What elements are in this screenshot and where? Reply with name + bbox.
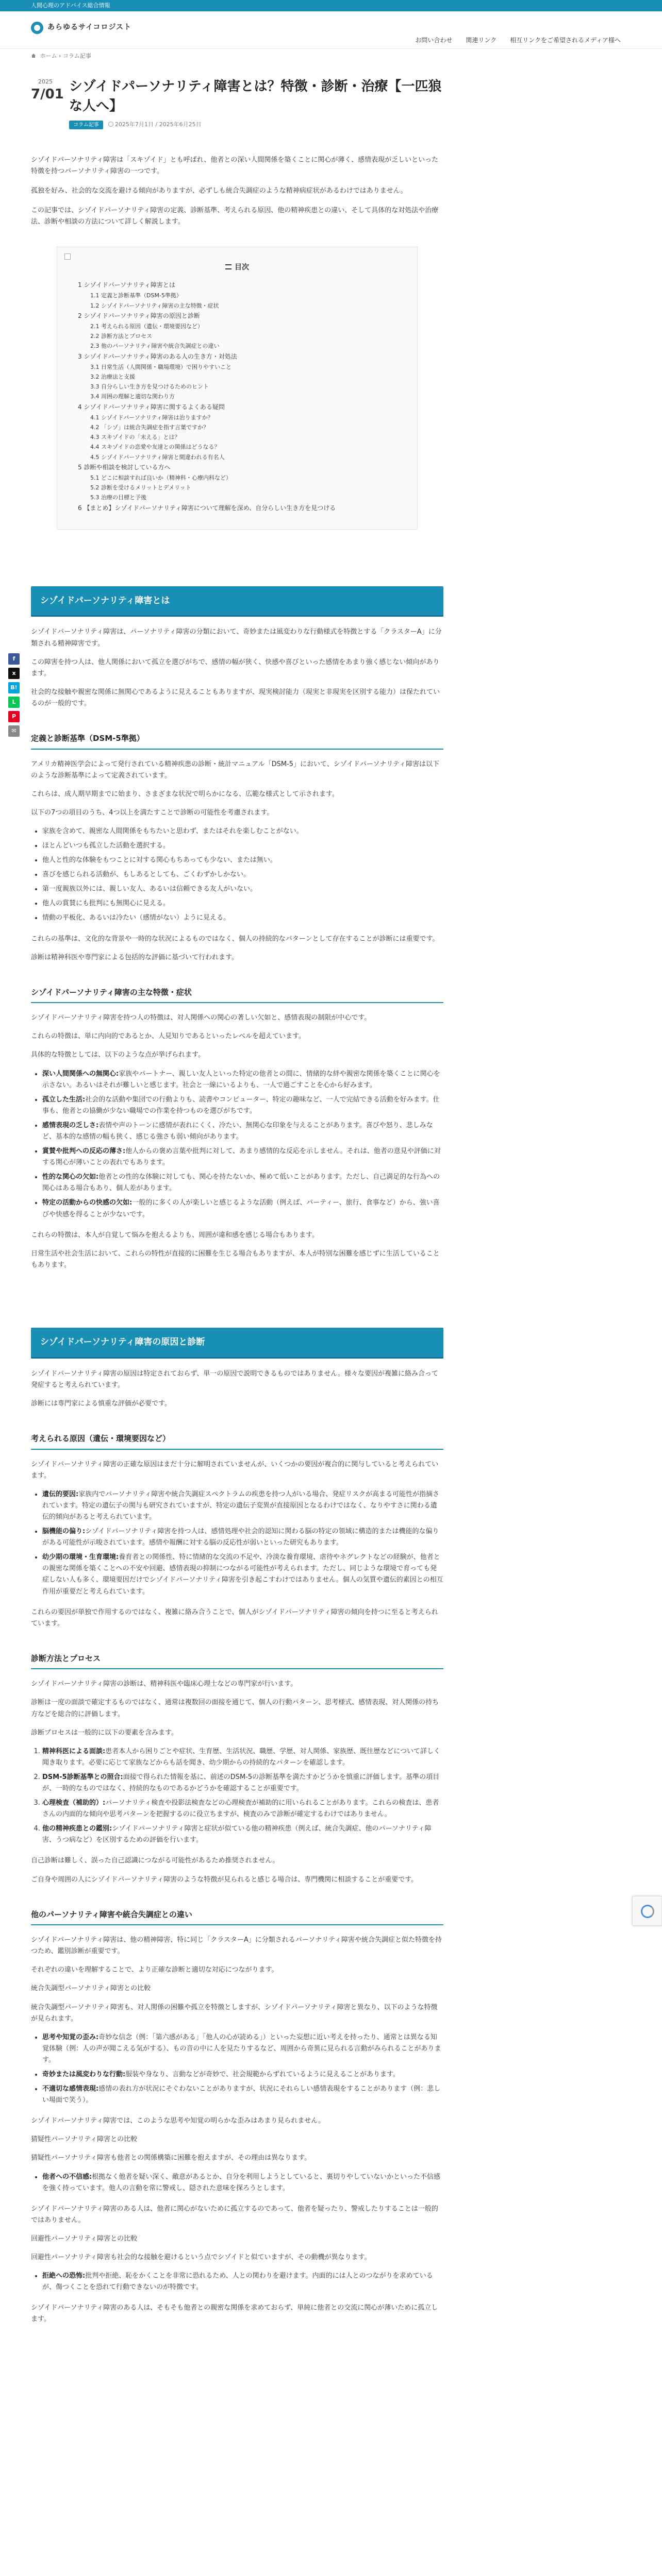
toc-link[interactable]: 3.2 治療法と支援 <box>90 373 135 380</box>
definition: 感情の表れ方が状況にそぐわないことがありますが、状況にそれらしい感情表現をすることがあります（例：悲しい場面で笑う）。 <box>42 2085 441 2105</box>
toc-link[interactable]: 5.1 どこに相談すれば良いか（精神科・心療内科など） <box>90 474 231 481</box>
toc-item <box>78 341 396 351</box>
term: 拒絶への恐怖: <box>42 2272 86 2280</box>
list-item <box>42 2172 443 2194</box>
list-item: • 他人の賞賛にも批判にも無関心に見える。 <box>42 898 443 909</box>
toc-link[interactable]: 4.1 シゾイドパーソナリティ障害は治りますか？ <box>90 414 213 421</box>
differences-list <box>31 2032 443 2107</box>
toc-link[interactable]: 2.1 考えられる原因（遺伝・環境要因など） <box>90 323 203 330</box>
paragraph: 診断は一度の面談で確定するものではなく、通常は複数回の面接を通じて、個人の行動パターン、思考様式、感情表現、対人関係の持ち方などを総合的に評価します。 <box>31 1699 439 1718</box>
home-icon <box>31 53 36 58</box>
toc-link[interactable]: 4.5 シゾイドパーソナリティ障害と間違われる有名人 <box>90 453 225 461</box>
toc-item <box>78 473 396 483</box>
definition: 養育者との関係性、特に情緒的な交流の不足や、冷淡な養育環境、虐待やネグレクトなどの経験が、他者との親密な関係を築くことへの不安や回避、感情表現の抑制につながる可能性が考えられます。ただし、同じような環境で育っても発症しない人も多く、環境要因だけでシゾイドパーソナリティ障害を引き起こすわけではありません。個人の気質や遺伝的素因との相互作用が重要だと考えられています。 <box>42 1553 443 1596</box>
toc-item <box>78 442 396 452</box>
causes-list <box>31 1489 443 1598</box>
logo-icon <box>31 22 43 34</box>
paragraph: 統合失調型パーソナリティ障害も、対人関係の困難や孤立を特徴としますが、シゾイドパーソナリティ障害と異なり、以下のような特徴が見られます。 <box>31 2003 438 2023</box>
post-meta <box>69 120 443 130</box>
toc-item <box>78 392 396 401</box>
term: 賞賛や批判への反応の薄さ: <box>42 1147 126 1156</box>
toc-item <box>78 301 396 311</box>
top-announcement-bar <box>0 0 662 11</box>
term: 性的な関心の欠如: <box>42 1173 99 1181</box>
toc-link[interactable]: 4.2 「シゾ」は統合失調症を指す言葉ですか？ <box>90 423 209 431</box>
traits-list <box>31 1069 443 1221</box>
site-header <box>0 11 662 49</box>
list-item: • 喜びを感じられる活動が、もしあるとしても、ごくわずかしかない。 <box>42 869 443 880</box>
list-item <box>42 1069 443 1091</box>
list-icon <box>225 264 231 269</box>
post-title: シゾイドパーソナリティ障害とは？特徴・診断・治療【一匹狼な人へ】 <box>69 79 442 114</box>
toc-item <box>78 351 396 362</box>
share-buttons <box>8 653 20 737</box>
line-share-button[interactable]: L <box>8 697 20 708</box>
paragraph: これらは、成人期早期までに始まり、さまざまな状況で明らかになる、広範な様式として示されます。 <box>31 790 339 798</box>
term: 心理検査（補助的）: <box>42 1799 106 1807</box>
toc-link[interactable]: 3.3 自分らしい生き方を見つけるためのヒント <box>90 383 209 391</box>
paragraph: この障害を持つ人は、他人関係において孤立を選びがちで、感情の幅が狭く、快感や喜びといった感情をあまり強く感じない傾向があります。 <box>31 658 440 677</box>
term: 奇妙または風変わりな行動: <box>42 2070 126 2078</box>
nav-related-links[interactable]: 関連リンク <box>466 37 497 44</box>
toc-link[interactable]: 2.3 他のパーソナリティ障害や統合失調症との違い <box>90 343 220 350</box>
paragraph: これらの基準は、文化的な背景や一時的な状況によるものではなく、個人の持続的なパターンとして存在することが診断には重要です。 <box>31 935 439 943</box>
breadcrumb-home[interactable]: ホーム <box>40 53 57 59</box>
term: 他の精神疾患との鑑別: <box>42 1825 112 1833</box>
differences-list <box>31 2270 443 2293</box>
toc-item <box>78 432 396 442</box>
list-item <box>42 2083 443 2106</box>
term: 孤立した生活: <box>42 1095 86 1104</box>
toc-link[interactable]: 4.3 スキゾイドの「末える」とは？ <box>90 434 180 441</box>
definition: 社会的な活動や集団での行動よりも、読書やコンピューター、特定の趣味など、一人で完結できる活動を好みます。仕事も、他者との協働が少ない職場での作業を持つものを選びがちです。 <box>42 1095 440 1115</box>
category-badge[interactable]: コラム記事 <box>69 121 103 129</box>
toc-link[interactable]: 2 シゾイドパーソナリティ障害の原因と診断 <box>78 312 200 319</box>
subsection-heading: 定義と診断基準（DSM-5準拠） <box>31 732 443 750</box>
toc-item <box>78 321 396 331</box>
logo-text: あらゆるサイコロジスト <box>47 23 132 32</box>
toc-title-text: 目次 <box>235 263 249 272</box>
term: 精神科医による面談: <box>42 1747 106 1755</box>
topbar-text: 人間心理のアドバイス総合情報 <box>31 2 110 9</box>
x-share-button[interactable]: x <box>8 668 20 679</box>
list-item <box>42 2032 443 2066</box>
hatena-share-button[interactable]: B! <box>8 682 20 693</box>
list-item <box>42 1094 443 1117</box>
paragraph: 日常生活や社会生活において、これらの特性が直接的に困難を生じる場合もありますが、本人が特別な困難を感じずに生活していることもあります。 <box>31 1249 440 1269</box>
recaptcha-badge[interactable] <box>632 1896 662 1926</box>
list-item <box>42 1552 443 1597</box>
criteria-list <box>31 826 443 924</box>
toc-item <box>78 452 396 462</box>
paragraph: ご自身や周囲の人にシゾイドパーソナリティ障害のような特徴が見られると感じる場合は、専門機関に相談することが重要です。 <box>31 1875 418 1884</box>
subsection-heading: 診断方法とプロセス <box>31 1652 443 1670</box>
pinterest-share-button[interactable]: P <box>8 711 20 722</box>
post-year: 2025 <box>38 78 53 85</box>
definition: 服装や身なり、言動などが奇妙で、社会規範からずれているように見えることがあります。 <box>125 2070 400 2078</box>
lead-paragraphs <box>31 155 443 228</box>
paragraph: 自己診断は難しく、誤った自己認識につながる可能性があるため推奨されません。 <box>31 1857 279 1865</box>
clock-icon <box>108 122 113 127</box>
site-logo[interactable] <box>31 22 131 34</box>
post-monthday: 7/01 <box>31 86 64 102</box>
toc-item <box>78 483 396 493</box>
toc-item <box>78 382 396 392</box>
paragraph: シゾイドパーソナリティ障害の原因は特定されておらず、単一の原因で説明できるものではありません。様々な要因が複雑に絡み合って発症すると考えられています。 <box>31 1369 439 1389</box>
list-item <box>42 1526 443 1549</box>
term: 遺伝的要因: <box>42 1490 79 1498</box>
definition: 家族やパートナー、親しい友人といった特定の他者との間に、情緒的な絆や親密な関係を築くことに関心を示さない。あるいはそれが難しいと感じます。社会と一線にいるよりも、一人で過ごすことを心から好みます。 <box>42 1070 440 1089</box>
term: 他者への不信感: <box>42 2173 92 2181</box>
term: 不適切な感情表現: <box>42 2085 99 2093</box>
breadcrumb-separator-icon: › <box>59 53 63 59</box>
list-item: • 家族を含めて、親密な人間関係をもちたいと思わず、またはそれを楽しむことがない。 <box>42 826 443 837</box>
list-item: • 第一度親族以外には、親しい友人、あるいは信頼できる友人がいない。 <box>42 884 443 895</box>
definition: 一般的に多くの人が楽しいと感じるような活動（例えば、パーティー、旅行、食事など）から、強い喜びや快感を得ることが少ないです。 <box>42 1199 440 1218</box>
toc-link[interactable]: 1.2 シゾイドパーソナリティ障害の主な特徴・症状 <box>90 302 219 309</box>
definition: 奇妙な信念（例：「第六感がある」「他人の心が読める」）といった妄想に近い考えを持ったり、通常とは異なる知覚体験（例：人の声が聞こえる気がする）、もの音の中に人を見たりするなど、周囲から奇異に見られる言動がみられることがあります。 <box>42 2033 441 2064</box>
nav-mutual-links[interactable]: 相互リンクをご希望されるメディア様へ <box>510 37 621 44</box>
paragraph: シゾイドパーソナリティ障害を持つ人の特徴は、対人関係への関心の著しい欠如と、感情表現の制限が中心です。 <box>31 1014 371 1022</box>
toc-link[interactable]: 3.1 日常生活（人間関係・職場環境）で困りやすいこと <box>90 363 231 370</box>
toc-item <box>78 372 396 382</box>
differences-list <box>31 2172 443 2194</box>
paragraph: アメリカ精神医学会によって発行されている精神疾患の診断・統計マニュアル「DSM-5」において、シゾイドパーソナリティ障害は以下のような診断基準によって定義されています。 <box>31 760 440 779</box>
list-item <box>42 1823 443 1846</box>
toc-item <box>78 503 396 514</box>
definition: 面接で得られた情報を基に、前述のDSM-5の診断基準を満たすかどうかを慎重に評価します。基準の項目が、一時的なものではなく、持続的なものであるかどうかを確認することが重要です。 <box>42 1773 440 1792</box>
paragraph: 統合失調型パーソナリティ障害との比較 <box>31 1985 151 1993</box>
paragraph: シゾイドパーソナリティ障害は、他の精神障害、特に同じ「クラスターA」に分類されるパーソナリティ障害や統合失調症と似た特徴を持つため、鑑別診断が重要です。 <box>31 1936 442 1956</box>
toc-link[interactable]: 5 診断や相談を検討している方へ <box>78 463 171 471</box>
definition: シゾイドパーソナリティ障害を持つ人は、感情処理や社会的認知に関わる脳の特定の領域に構造的または機能的な偏りがある可能性が示唆されています。感情や報酬に対する脳の反応性が弱いといった研究もあります。 <box>42 1528 439 1547</box>
subsection-heading: 他のパーソナリティ障害や統合失調症との違い <box>31 1908 443 1926</box>
list-item: • 情動の平板化、あるいは冷たい（感情がない）ように見える。 <box>42 912 443 924</box>
post-date-text: 2025年7月1日 / 2025年6月25日 <box>114 121 202 128</box>
post-date-box <box>31 77 64 130</box>
list-item <box>42 1172 443 1194</box>
definition: 患者本人から困りごとや症状、生育歴、生活状況、職歴、学歴、対人関係、家族歴、既往歴などについて詳しく聞き取ります。必要に応じて家族などからも話を聞き、幼少期からの持続的なパターンを確認します。 <box>42 1747 440 1767</box>
paragraph: シゾイドパーソナリティ障害のある人は、他者に関心がないために孤立するのであって、他者を疑ったり、警戒したりすることは一般的ではありません。 <box>31 2205 438 2224</box>
paragraph: シゾイドパーソナリティ障害では、このような思考や知覚の明らかな歪みはあまり見られません。 <box>31 2117 325 2125</box>
facebook-share-button[interactable]: f <box>8 653 20 665</box>
toc-item <box>78 413 396 422</box>
toc-item <box>78 362 396 372</box>
toc-link[interactable]: 5.3 治療の目標と予後 <box>90 494 146 501</box>
term: DSM-5診断基準との照合: <box>42 1773 123 1781</box>
nav-contact-link[interactable]: お問い合わせ <box>415 37 453 44</box>
paragraph: それぞれの違いを理解することで、より正確な診断と適切な対応につながります。 <box>31 1966 278 1974</box>
lead-paragraph: シゾイドパーソナリティ障害は「スキゾイド」とも呼ばれ、他者との深い人間関係を築くことに関心が薄く、感情表現が乏しいといった特徴を持つパーソナリティ障害の一つです。 <box>31 156 439 176</box>
paragraph: 具体的な特徴としては、以下のような点が挙げられます。 <box>31 1051 205 1059</box>
term: 特定の活動からの快感の欠如: <box>42 1199 133 1207</box>
paragraph: 以下の7つの項目のうち、4つ以上を満たすことで診断の可能性を考慮されます。 <box>31 808 274 817</box>
paragraph: これらの要因が単独で作用するのではなく、複雑に絡み合うことで、個人がシゾイドパーソナリティ障害の傾向を持つに至ると考えられています。 <box>31 1608 438 1628</box>
toc-toggle-checkbox[interactable] <box>64 253 71 260</box>
section-heading: シゾイドパーソナリティ障害とは <box>31 586 443 616</box>
term: 感情表現の乏しさ: <box>42 1121 99 1129</box>
toc-item <box>78 493 396 502</box>
toc-link[interactable]: 1 シゾイドパーソナリティ障害とは <box>78 281 175 289</box>
toc-link[interactable]: 6 【まとめ】シゾイドパーソナリティ障害について理解を深め、自分らしい生き方を見つける <box>78 504 336 512</box>
toc-title <box>78 262 396 274</box>
list-item <box>42 2069 443 2080</box>
definition: 家族内でパーソナリティ障害や統合失調症スペクトラムの疾患を持つ人がいる場合、発症リスクが高まる可能性が指摘されています。特定の遺伝子の関与も研究されていますが、特定の遺伝子変異が直接原因となるわけではなく、なりやすさに関わる遺伝的傾向があると考えられています。 <box>42 1490 439 1521</box>
subsection-heading: 考えられる原因（遺伝・環境要因など） <box>31 1432 443 1450</box>
paragraph: 猜疑性パーソナリティ障害との比較 <box>31 2136 138 2144</box>
definition: 批判や拒絶、恥をかくことを非常に恐れるため、人との関わりを避けます。内面的には人とのつながりを求めているが、傷つくことを恐れて行動できないのが特徴です。 <box>42 2272 433 2292</box>
paragraph: 診断プロセスは一般的に以下の要素を含みます。 <box>31 1728 178 1737</box>
list-item <box>42 2270 443 2293</box>
breadcrumb-category[interactable]: コラム記事 <box>62 53 91 59</box>
toc-item <box>78 331 396 341</box>
paragraph: 社会的な接触や親密な関係に無関心であるように見えることもありますが、現実検討能力（現実と非現実を区別する能力）は保たれているのが一般的です。 <box>31 688 440 707</box>
toc-list <box>78 280 396 513</box>
toc-link[interactable]: 3.4 周囲の理解と適切な関わり方 <box>90 393 175 400</box>
lead-paragraph: 孤独を好み、社会的な交流を避ける傾向がありますが、必ずしも統合失調症のような精神病症状があるわけではありません。 <box>31 187 407 195</box>
toc-item <box>78 311 396 321</box>
paragraph: シゾイドパーソナリティ障害のある人は、そもそも他者との親密な関係を求めておらず、単純に他者との交流に関心が薄いために孤立します。 <box>31 2304 438 2324</box>
paragraph: 診断には専門家による慎重な評価が必要です。 <box>31 1400 171 1408</box>
toc-link[interactable]: 5.2 診断を受けるメリットとデメリット <box>90 484 191 492</box>
toc-link[interactable]: 1.1 定義と診断基準（DSM-5準拠） <box>90 292 182 299</box>
section-heading: シゾイドパーソナリティ障害の原因と診断 <box>31 1328 443 1357</box>
paragraph: シゾイドパーソナリティ障害は、パーソナリティ障害の分類において、奇妙または風変わりな行動様式を特徴とする「クラスターA」に分類される精神障害です。 <box>31 628 442 648</box>
list-item <box>42 1197 443 1220</box>
term: 思考や知覚の歪み: <box>42 2033 99 2041</box>
email-share-button[interactable]: ✉ <box>8 725 20 737</box>
list-item: • 他人と性的な体験をもつことに対する関心もちあっても少ない、または無い。 <box>42 855 443 866</box>
list-item <box>42 1146 443 1168</box>
post-header <box>31 77 443 130</box>
subsection-heading: シゾイドパーソナリティ障害の主な特徴・症状 <box>31 986 443 1004</box>
toc-item <box>78 422 396 432</box>
paragraph: 回避性パーソナリティ障害も社会的な接触を避けるという点でシゾイドと似ていますが、その動機が異なります。 <box>31 2253 371 2262</box>
paragraph: シゾイドパーソナリティ障害の診断は、精神科医や臨床心理士などの専門家が行います。 <box>31 1680 297 1688</box>
paragraph: これらの特徴は、単に内向的であるとか、人見知りであるといったレベルを超えています。 <box>31 1032 305 1041</box>
toc-link[interactable]: 2.2 診断方法とプロセス <box>90 333 152 340</box>
paragraph: シゾイドパーソナリティ障害の正確な原因はまだ十分に解明されていませんが、いくつかの要因が複合的に関与していると考えられています。 <box>31 1460 439 1480</box>
definition: パーソナリティ検査や投影法検査などの心理検査が補助的に用いられることがあります。これらの検査は、患者さんの内面的な傾向や思考パターンを把握するのに役立ちますが、検査のみで診断が確定するわけではありません。 <box>42 1799 439 1819</box>
global-nav <box>415 35 621 45</box>
term: 幼少期の環境・生育環境: <box>42 1553 119 1562</box>
list-item <box>42 1489 443 1523</box>
term: 脳機能の偏り: <box>42 1528 86 1536</box>
table-of-contents <box>57 247 418 530</box>
toc-item <box>78 280 396 291</box>
list-item <box>42 1120 443 1143</box>
post-date <box>108 120 202 130</box>
breadcrumb <box>31 52 91 61</box>
toc-item <box>78 462 396 473</box>
definition: 他人からの褒め言葉や批判に対して、あまり感情的な反応を示しません。それは、他者の意見や評価に対する関心が薄いことの表れでもあります。 <box>42 1147 441 1167</box>
paragraph: 猜疑性パーソナリティ障害も他者との関係構築に困難を抱えますが、その理由は異なります。 <box>31 2154 311 2162</box>
definition: シゾイドパーソナリティ障害と症状が似ている他の精神疾患（例えば、統合失調症、他のパーソナリティ障害、うつ病など）を区別するための評価を行います。 <box>42 1825 432 1844</box>
definition: 表情や声のトーンに感情が表れにくく、冷たい、無関心な印象を与えることがあります。喜びや怒り、悲しみなど、基本的な感情の幅も狭く、感じる強さも弱い傾向があります。 <box>42 1121 433 1141</box>
diagnosis-steps-list <box>31 1746 443 1846</box>
toc-item <box>78 402 396 413</box>
toc-link[interactable]: 4.4 スキゾイドの恋愛や友達との関係はどうなる？ <box>90 444 220 451</box>
article <box>31 77 443 2332</box>
toc-link[interactable]: 3 シゾイドパーソナリティ障害のある人の生き方・対処法 <box>78 352 237 360</box>
lead-paragraph: この記事では、シゾイドパーソナリティ障害の定義、診断基準、考えられる原因、他の精神疾患との違い、そして具体的な対処法や治療法、診断や相談の方法について詳しく解説します。 <box>31 207 439 226</box>
toc-item <box>78 291 396 300</box>
list-item: • ほとんどいつも孤立した活動を選択する。 <box>42 840 443 852</box>
list-item <box>42 1772 443 1794</box>
definition: 根拠なく他者を疑い深く、敵意があるとか、自分を利用しようとしていると、裏切りやしていないかといった不信感を強く持っています。他人の言動を常に警戒し、隠された意味を探ろうとします。 <box>42 2173 440 2192</box>
definition: 他者との性的な体験に対しても、関心を持たないか、極めて低いことがあります。ただし、自己満足的な行為への関心はある場合もあり、個人差があります。 <box>42 1173 440 1193</box>
paragraph: 回避性パーソナリティ障害との比較 <box>31 2234 138 2243</box>
list-item <box>42 1746 443 1769</box>
list-item <box>42 1798 443 1820</box>
toc-link[interactable]: 4 シゾイドパーソナリティ障害に関するよくある疑問 <box>78 403 225 411</box>
paragraph: 診断は精神科医や専門家による包括的な評価に基づいて行われます。 <box>31 953 238 961</box>
term: 深い人間関係への無関心: <box>42 1070 119 1078</box>
paragraph: これらの特徴は、本人が自覚して悩みを抱えるよりも、周囲が違和感を感じる場合もあります。 <box>31 1231 319 1239</box>
